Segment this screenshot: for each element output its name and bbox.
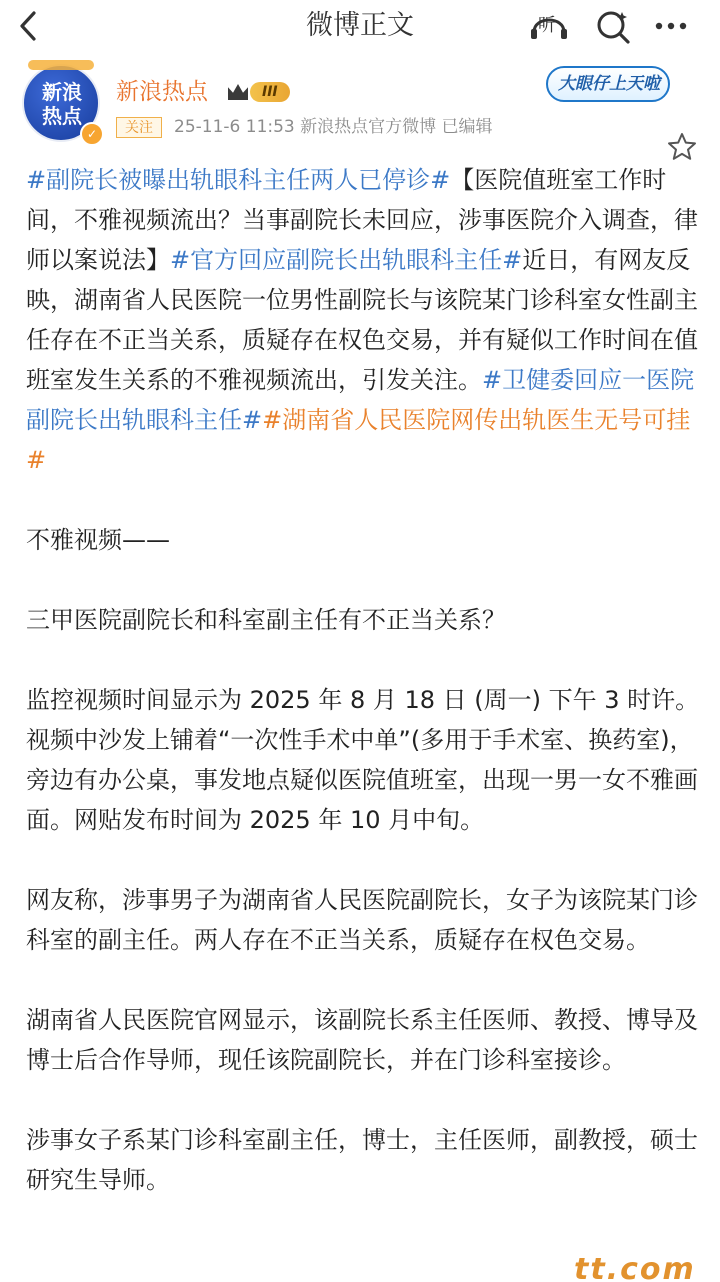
hashtag-link[interactable]: #卫健委回应一医院副院长出轨眼科主任# (26, 366, 695, 434)
sticker-badge (546, 66, 670, 102)
post-text: 【医院值班室工作时间，不雅视频流出？当事副院长未回应，涉事医院介入调查，律师以案说法】 (26, 166, 698, 274)
avatar-frame-decoration (28, 60, 94, 70)
star-icon[interactable] (666, 131, 698, 163)
top-bar (0, 0, 720, 52)
username[interactable]: 新浪热点 (116, 79, 208, 105)
more-icon[interactable] (650, 6, 692, 46)
follow-tag[interactable]: 关注 (116, 117, 162, 138)
post-text: 近日，有网友反映，湖南省人民医院一位男性副院长与该院某门诊科室女性副主任存在不正当关系，质疑存在权色交易，并有疑似工作时间在值班室发生关系的不雅视频流出，引发关注。 (26, 246, 698, 394)
post-paragraph: 涉事女子系某门诊科室副主任，博士，主任医师，副教授，硕士研究生导师。 (26, 1126, 698, 1194)
avatar-text-line1: 新浪 (42, 80, 82, 104)
crown-icon (228, 84, 248, 100)
avatar-logo-text (32, 80, 92, 128)
hashtag-link-highlight[interactable]: #湖南省人民医院网传出轨医生无号可挂# (26, 406, 691, 474)
post-paragraph: 监控视频时间显示为 2025 年 8 月 18 日 (周一) 下午 3 时许。视频中沙发上铺着“一次性手术中单”(多用于手术室、换药室)，旁边有办公桌，事发地点疑似医院值班室，出现一男一女不雅画面。网贴发布时间为 2025 年 10 月中旬。 (26, 686, 700, 834)
hashtag-link[interactable]: #官方回应副院长出轨眼科主任# (170, 246, 523, 274)
post-meta: 25-11-6 11:53 新浪热点官方微博 已编辑 (174, 117, 493, 137)
level-badge-group (228, 80, 290, 104)
avatar[interactable] (22, 64, 102, 144)
verified-icon: ✓ (80, 122, 104, 146)
listen-icon[interactable] (528, 6, 570, 46)
post-paragraph: 不雅视频—— (26, 526, 170, 554)
post-paragraph: 三甲医院副院长和科室副主任有不正当关系？ (26, 606, 506, 634)
post-content (26, 160, 700, 1240)
watermark (574, 1258, 720, 1282)
sticker-text: 大眼仔上天啦 (558, 74, 660, 94)
post-paragraph-1 (26, 160, 700, 480)
listen-label: 听 (538, 15, 556, 36)
post-paragraph: 网友称，涉事男子为湖南省人民医院副院长，女子为该院某门诊科室的副主任。两人存在不正当关系，质疑存在权色交易。 (26, 886, 698, 954)
page-title: 微博正文 (306, 10, 414, 41)
search-icon[interactable] (592, 6, 634, 46)
avatar-text-line2: 热点 (42, 104, 82, 128)
post-header (0, 52, 720, 146)
hashtag-link[interactable]: #副院长被曝出轨眼科主任两人已停诊# (26, 166, 451, 194)
watermark-text: tt.com (574, 1258, 696, 1282)
level-badge: III (250, 82, 290, 102)
post-paragraph: 湖南省人民医院官网显示，该副院长系主任医师、教授、博导及博士后合作导师，现任该院副院长，并在门诊科室接诊。 (26, 1006, 698, 1074)
